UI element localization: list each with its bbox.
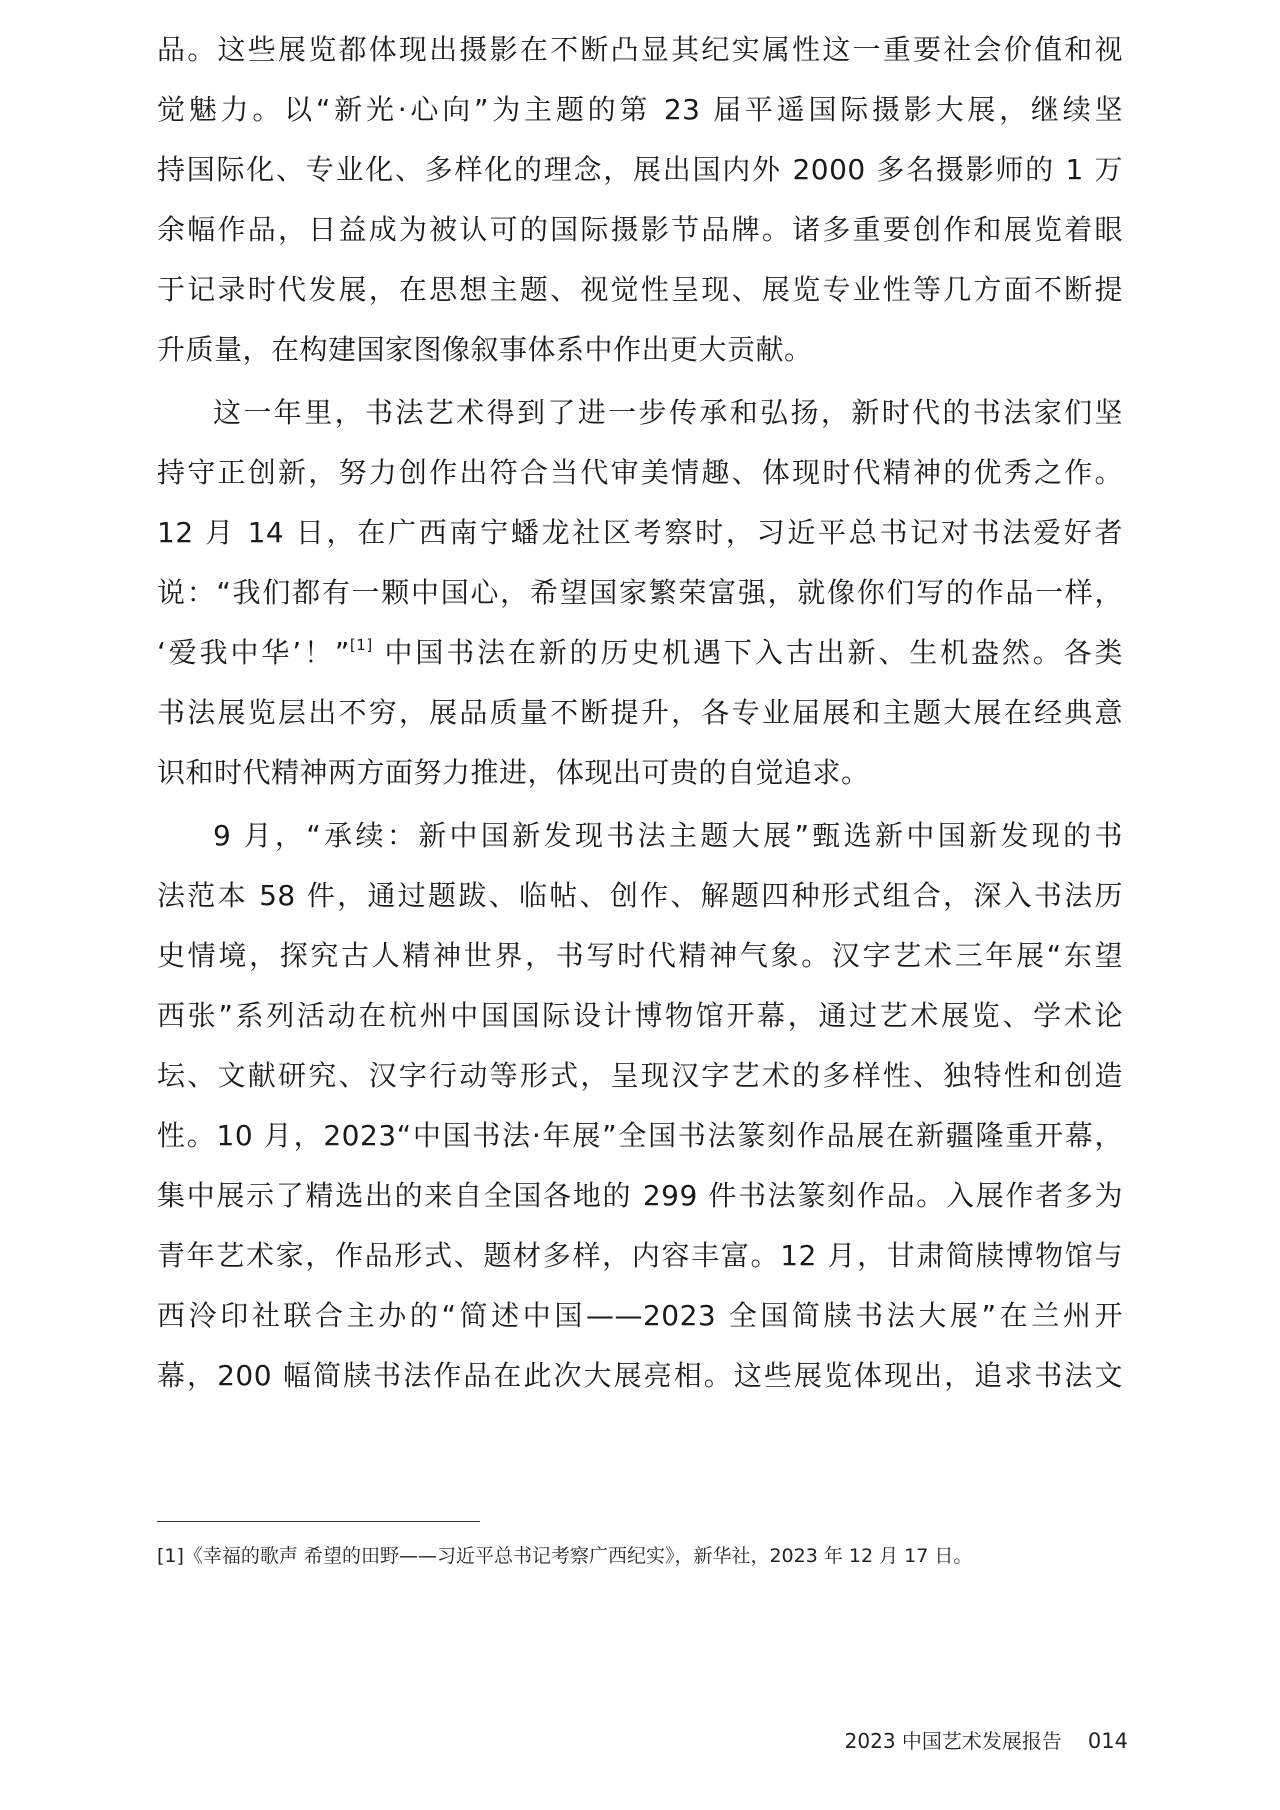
footnote-divider (157, 1521, 480, 1522)
text-line: 法范本 58 件，通过题跋、临帖、创作、解题四种形式组合，深入书法历 (157, 879, 1123, 912)
text-line: 余幅作品，日益成为被认可的国际摄影节品牌。诸多重要创作和展览着眼 (157, 213, 1123, 246)
text-line: 幕，200 幅简牍书法作品在此次大展亮相。这些展览体现出，追求书法文 (157, 1359, 1123, 1392)
body-text (157, 20, 1123, 1406)
text-line: 升质量，在构建国家图像叙事体系中作出更大贡献。 (157, 333, 813, 366)
text-line: 持守正创新，努力创作出符合当代审美情趣、体现时代精神的优秀之作。 (157, 456, 1123, 489)
paragraph-3 (157, 806, 1123, 1406)
text-line: 识和时代精神两方面努力推进，体现出可贵的自觉追求。 (157, 756, 870, 789)
line-tail-text: 中国书法在新的历史机遇下入古出新、生机盎然。各类 (384, 636, 1123, 669)
quote-text: ‘爱我中华’！” (157, 636, 350, 669)
text-line: 性。10 月，2023“中国书法·年展”全国书法篆刻作品展在新疆隆重开幕， (157, 1119, 1123, 1152)
text-line: 西泠印社联合主办的“简述中国——2023 全国简牍书法大展”在兰州开 (157, 1299, 1123, 1332)
text-line: 持国际化、专业化、多样化的理念，展出国内外 2000 多名摄影师的 1 万 (157, 153, 1123, 186)
report-title: 2023 中国艺术发展报告 (844, 1729, 1062, 1753)
text-line: 12 月 14 日，在广西南宁蟠龙社区考察时，习近平总书记对书法爱好者 (157, 516, 1123, 549)
footnote: [1]《幸福的歌声 希望的田野——习近平总书记考察广西纪实》，新华社，2023 年 12 月 17 日。 (157, 1545, 973, 1567)
text-line: 西张”系列活动在杭州中国国际设计博物馆开幕，通过艺术展览、学术论 (157, 999, 1123, 1032)
text-line: 书法展览层出不穷，展品质量不断提升，各专业届展和主题大展在经典意 (157, 696, 1123, 729)
text-line: 青年艺术家，作品形式、题材多样，内容丰富。12 月，甘肃简牍博物馆与 (157, 1239, 1123, 1272)
text-line: 于记录时代发展，在思想主题、视觉性呈现、展览专业性等几方面不断提 (157, 273, 1123, 306)
paragraph-2 (157, 383, 1123, 803)
text-line: 坛、文献研究、汉字行动等形式，呈现汉字艺术的多样性、独特性和创造 (157, 1059, 1123, 1092)
text-line: 这一年里，书法艺术得到了进一步传承和弘扬，新时代的书法家们坚 (213, 396, 1123, 429)
page-footer (845, 1728, 1128, 1754)
text-line: 品。这些展览都体现出摄影在不断凸显其纪实属性这一重要社会价值和视 (157, 33, 1123, 66)
text-line: 说：“我们都有一颗中国心，希望国家繁荣富强，就像你们写的作品一样， (157, 576, 1123, 609)
footnote-reference[interactable]: [1] (349, 636, 373, 654)
page-number: 014 (1087, 1729, 1128, 1753)
text-line: 觉魅力。以“新光·心向”为主题的第 23 届平遥国际摄影大展，继续坚 (157, 93, 1123, 126)
text-line: 史情境，探究古人精神世界，书写时代精神气象。汉字艺术三年展“东望 (157, 939, 1123, 972)
text-line: 集中展示了精选出的来自全国各地的 299 件书法篆刻作品。入展作者多为 (157, 1179, 1123, 1212)
paragraph-1 (157, 20, 1123, 380)
text-line: 9 月，“承续：新中国新发现书法主题大展”甄选新中国新发现的书 (213, 819, 1123, 852)
text-line-with-footnote (157, 623, 1123, 683)
